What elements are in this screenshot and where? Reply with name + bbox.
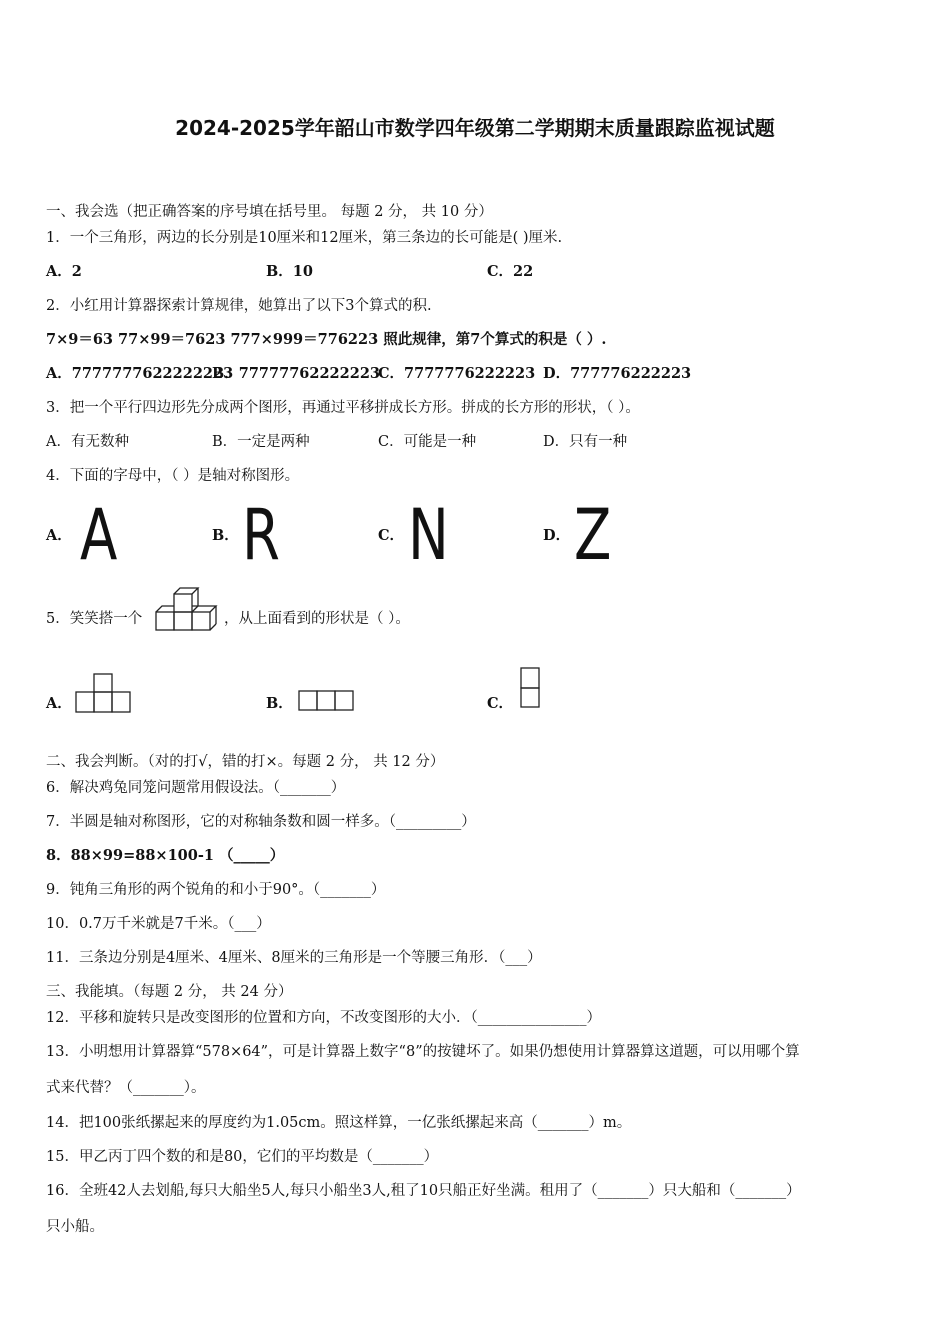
question-3-option-c: C．可能是一种 <box>378 434 477 450</box>
question-6: 6．解决鸡兔同笼问题常用假设法。（_______） <box>46 780 346 796</box>
question-2-stem: 2．小红用计算器探索计算规律，她算出了以下3个算式的积. <box>46 298 432 314</box>
question-1-option-c: C．22 <box>487 263 534 280</box>
question-3-option-a: A．有无数种 <box>46 434 129 450</box>
question-5-option-a-label: A． <box>46 695 72 712</box>
question-12: 12．平移和旋转只是改变图形的位置和方向，不改变图形的大小．（_______________） <box>46 1010 601 1026</box>
top-view-c-figure <box>519 666 543 710</box>
question-14: 14．把100张纸摞起来的厚度约为1.05cm。照这样算，一亿张纸摞起来高（_______）m。 <box>46 1115 632 1131</box>
question-10: 10．0.7万千米就是7千米。（___） <box>46 916 271 932</box>
question-3-option-d: D．只有一种 <box>543 434 628 450</box>
question-16-line-1: 16．全班42人去划船,每只大船坐5人,每只小船坐3人,租了10只船正好坐满。租用了（_______）只大船和（_______） <box>46 1183 801 1199</box>
letter-a-figure: A <box>80 494 118 576</box>
top-view-a-figure <box>76 672 132 714</box>
letter-z-figure: Z <box>574 494 612 576</box>
question-5-stem-end: ，从上面看到的形状是（ ）。 <box>224 611 410 627</box>
question-7: 7．半圆是轴对称图形，它的对称轴条数和圆一样多。（_________） <box>46 814 476 830</box>
section-1-heading: 一、我会选（把正确答案的序号填在括号里。 每题 2 分， 共 10 分） <box>46 204 493 220</box>
question-2-pattern: 7×9＝63 77×99＝7623 777×999＝776223 照此规律，第7个算式的积是（ ）. <box>46 331 607 348</box>
question-2-option-c: C．7777776222223 <box>378 365 536 382</box>
question-4-option-a-label: A． <box>46 527 72 544</box>
question-4-option-c-label: C． <box>378 527 405 544</box>
question-9: 9．钝角三角形的两个锐角的和小于90°。（_______） <box>46 882 386 898</box>
question-2-option-d: D．777776222223 <box>543 365 692 382</box>
question-4-stem: 4．下面的字母中，（ ）是轴对称图形。 <box>46 468 300 484</box>
question-5-stem-start: 5．笑笑搭一个 <box>46 611 143 627</box>
question-3-option-b: B．一定是两种 <box>212 434 310 450</box>
section-2-heading: 二、我会判断。（对的打√，错的打×。每题 2 分， 共 12 分） <box>46 754 445 770</box>
question-1-stem: 1．一个三角形，两边的长分别是10厘米和12厘米，第三条边的长可能是( )厘米. <box>46 230 563 246</box>
question-16-line-2: 只小船。 <box>46 1219 104 1235</box>
question-5-option-c-label: C． <box>487 695 514 712</box>
letter-n-figure: N <box>408 494 449 576</box>
question-2-option-b: B．77777762222223 <box>212 365 381 382</box>
page-title: 2024-2025学年韶山市数学四年级第二学期期末质量跟踪监视试题 <box>175 116 775 140</box>
question-13-line-2: 式来代替？（_______）。 <box>46 1080 206 1096</box>
cube-stack-figure <box>154 584 220 632</box>
question-3-stem: 3．把一个平行四边形先分成两个图形，再通过平移拼成长方形。拼成的长方形的形状，（ ）。 <box>46 400 640 416</box>
question-5-option-b-label: B． <box>266 695 293 712</box>
question-4-option-d-label: D． <box>543 527 571 544</box>
question-4-option-b-label: B． <box>212 527 239 544</box>
question-1-option-a: A．2 <box>46 263 82 280</box>
question-15: 15．甲乙丙丁四个数的和是80，它们的平均数是（_______） <box>46 1149 439 1165</box>
letter-r-figure: R <box>242 494 280 576</box>
question-1-option-b: B．10 <box>266 263 313 280</box>
question-13-line-1: 13．小明想用计算器算“578×64”，可是计算器上数字“8”的按键坏了。如果仍想使用计算器算这道题，可以用哪个算 <box>46 1044 800 1060</box>
section-3-heading: 三、我能填。（每题 2 分， 共 24 分） <box>46 984 293 1000</box>
question-8: 8．88×99=88×100-1 （_____） <box>46 847 285 864</box>
question-11: 11．三条边分别是4厘米、4厘米、8厘米的三角形是一个等腰三角形．（___） <box>46 950 542 966</box>
top-view-b-figure <box>298 690 356 712</box>
question-2-option-a: A．7777777622222223 <box>46 365 234 382</box>
